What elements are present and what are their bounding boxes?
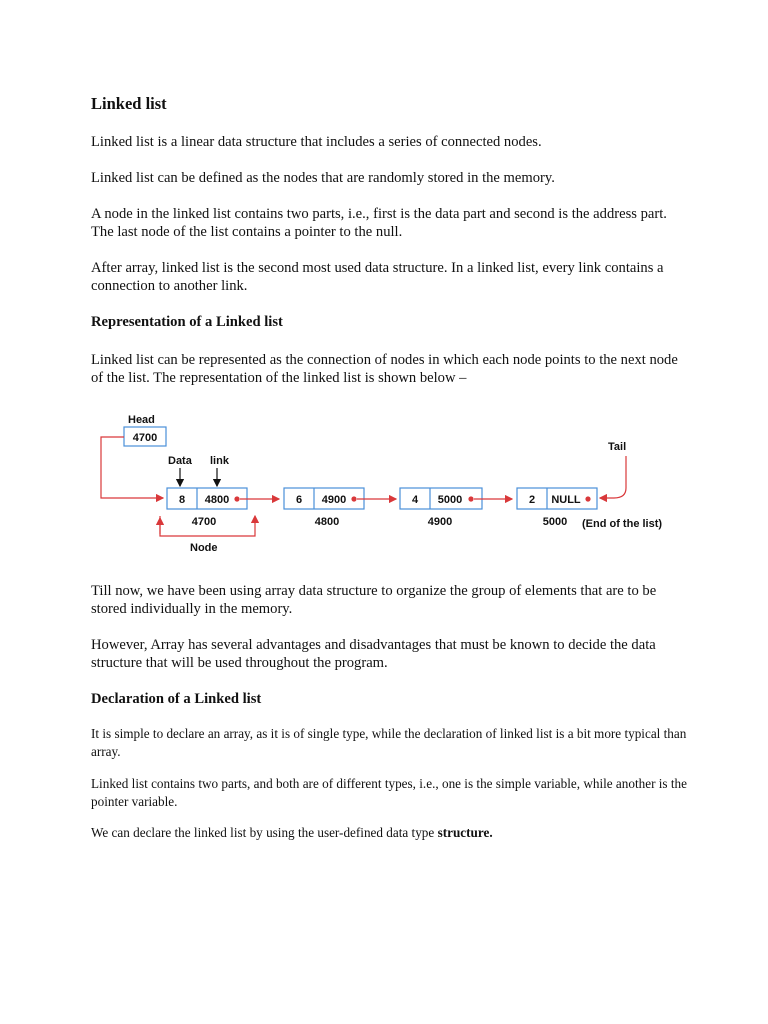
head-label: Head (128, 414, 155, 426)
node-address: 5000 (542, 516, 568, 528)
paragraph-definition: Linked list is a linear data structure that includes a series of connected nodes. (91, 134, 542, 150)
end-of-list-label: (End of the list) (582, 518, 663, 530)
node-3 (400, 488, 482, 528)
node-2 (284, 488, 364, 528)
heading-representation: Representation of a Linked list (91, 314, 283, 330)
tail-label: Tail (608, 441, 627, 453)
data-label: Data (168, 455, 192, 467)
structure-keyword: structure. (437, 825, 493, 840)
node-address: 4800 (314, 516, 340, 528)
node-data: 2 (528, 494, 536, 506)
paragraph-array-usage: Till now, we have been using array data structure to organize the group of elements that are to be stored individually in the memory. (91, 583, 657, 617)
tail-pointer-arrow (600, 456, 626, 498)
pointer-dot (468, 496, 473, 501)
paragraph-memory: Linked list can be defined as the nodes that are randomly stored in the memory. (91, 170, 555, 186)
link-label: link (210, 455, 229, 467)
node-address: 4700 (191, 516, 217, 528)
node-label: Node (190, 542, 218, 554)
pointer-dot (585, 496, 590, 501)
paragraph-representation: Linked list can be represented as the connection of nodes in which each node points to the next node of the list. The representation of the linked list is shown below – (91, 352, 678, 386)
paragraph-declare-array: It is simple to declare an array, as it is of single type, while the declaration of linked list is a bit more typical than array. (91, 726, 687, 759)
paragraph-array-advantages: However, Array has several advantages and disadvantages that must be known to decide the data structure that will be used throughout the program. (91, 637, 656, 671)
linked-list-diagram (0, 400, 768, 570)
pointer-dot (351, 496, 356, 501)
node-link: NULL (551, 494, 581, 506)
structure-text: We can declare the linked list by using the user-defined data type (91, 825, 438, 840)
paragraph-two-parts: Linked list contains two parts, and both are of different types, i.e., one is the simple variable, while another is the pointer variable. (91, 776, 687, 809)
node-data: 6 (295, 494, 303, 506)
node-1 (167, 488, 247, 528)
node-address: 4900 (427, 516, 453, 528)
pointer-dot (234, 496, 239, 501)
node-data: 8 (178, 494, 186, 506)
node-link: 4800 (204, 494, 230, 506)
node-link: 5000 (437, 494, 463, 506)
node-data: 4 (411, 494, 419, 506)
node-link: 4900 (321, 494, 347, 506)
heading-declaration: Declaration of a Linked list (91, 691, 262, 707)
paragraph-node-parts: A node in the linked list contains two parts, i.e., first is the data part and second is the address part. The last node of the list contains a pointer to the null. (91, 206, 667, 240)
head-value: 4700 (132, 432, 158, 444)
paragraph-usage: After array, linked list is the second most used data structure. In a linked list, every link contains a connection to another link. (91, 260, 664, 294)
page-title: Linked list (91, 94, 167, 113)
paragraph-structure (91, 824, 691, 842)
